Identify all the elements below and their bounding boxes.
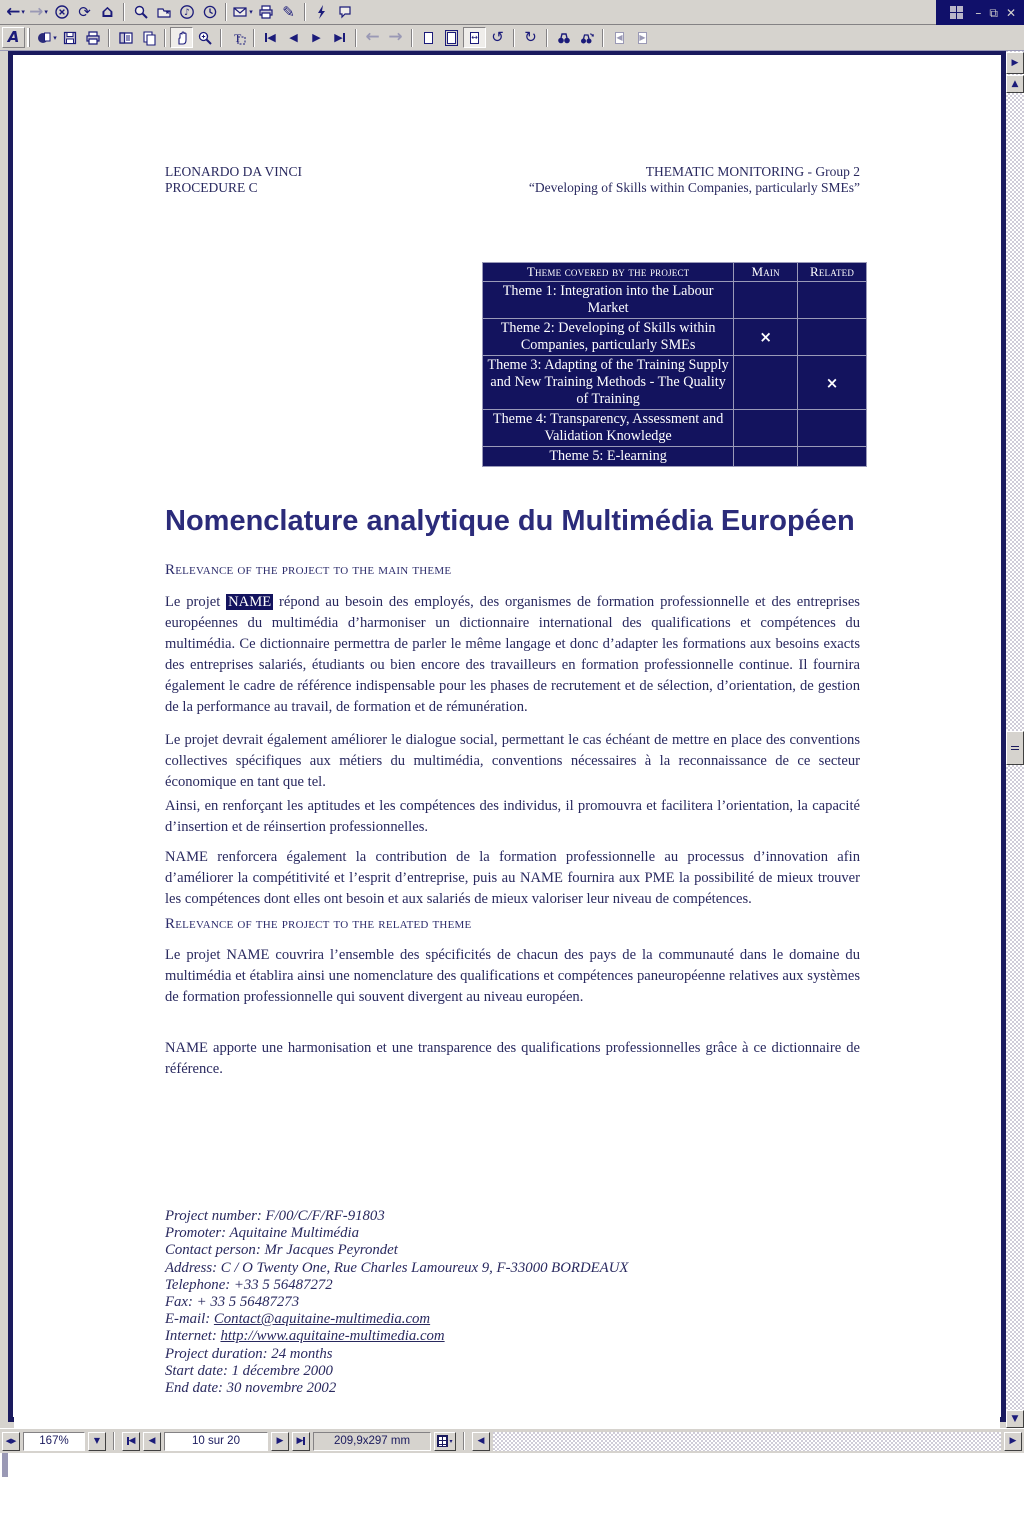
messenger-button[interactable] (310, 2, 333, 23)
print-icon (258, 4, 274, 20)
col-related: Related (798, 263, 867, 282)
previous-view-icon: ← (365, 27, 380, 47)
table-header-row (483, 263, 867, 282)
next-page-icon: ▶ (276, 1435, 284, 1446)
fax: Fax: + 33 5 56487273 (165, 1294, 300, 1311)
header-right: THEMATIC MONITORING - Group 2 “Developing of Skills within Companies, particularly SMEs” (528, 164, 860, 195)
previous-page-icon: ◀ (289, 31, 298, 44)
project-number: Project number: F/00/C/F/RF-91803 (165, 1208, 385, 1224)
col-main: Main (734, 263, 798, 282)
forward-button[interactable] (27, 2, 50, 23)
floppy-save-icon (62, 30, 78, 46)
toolbar-separator (355, 29, 357, 47)
back-dropdown-icon[interactable]: ▾ (21, 8, 25, 16)
end-date: End date: 30 novembre 2002 (165, 1380, 337, 1397)
first-page-icon: ◀ (128, 1435, 136, 1446)
save-copy-globe-icon (36, 30, 52, 46)
project-info (165, 1208, 885, 1397)
paragraph-2: Le projet devrait également améliorer le dialogue social, permettant le cas échéant de mettre en place des conventions collectives spécifiques aux métiers du multimédia, conventions nécessaires à la reconnaissance de ce secteur économique en tant que tel. (165, 732, 860, 790)
acrobat-logo-icon: A (7, 28, 20, 46)
history-clock-icon (202, 4, 218, 20)
page-title: Nomenclature analytique du Multimédia Européen (165, 505, 855, 537)
forward-icon: → (29, 1, 44, 22)
last-page-button[interactable] (328, 27, 351, 48)
address: Address: C / O Twenty One, Rue Charles Lamoureux 9, F-33000 BORDEAUX (165, 1259, 629, 1276)
toolbar-separator (546, 29, 548, 47)
search-icon (133, 4, 149, 20)
next-page-status-button[interactable] (271, 1432, 289, 1451)
last-page-icon: ▶ (296, 1435, 304, 1446)
toolbar-grip[interactable] (27, 28, 31, 47)
fit-in-window-button[interactable] (440, 27, 463, 48)
zoom-dropdown-button[interactable] (88, 1432, 106, 1451)
home-button[interactable] (96, 2, 119, 23)
email-link[interactable]: Contact@aquitaine-multimedia.com (213, 1311, 431, 1328)
splitter-toggle-button[interactable] (2, 1432, 20, 1451)
toolbar-separator (513, 29, 515, 47)
toolbar-separator (108, 29, 110, 47)
scrollbar-thumb[interactable] (1006, 731, 1024, 765)
save-copy-dropdown-icon[interactable]: ▾ (53, 33, 57, 42)
navigation-pane-icon (118, 30, 134, 46)
next-page-icon: ▶ (312, 31, 321, 44)
pane-splitter-handle[interactable] (2, 1449, 8, 1477)
previous-highlight-button[interactable] (608, 27, 631, 48)
toolbar-separator (123, 3, 125, 21)
pdf-toolbar (0, 25, 1024, 51)
toolbar-separator (304, 3, 306, 21)
print-document-button[interactable] (81, 27, 104, 48)
overflow-arrow-icon: ▶ (1011, 57, 1019, 68)
splitter-icon: ◀▶ (5, 1436, 17, 1445)
stop-icon (54, 4, 70, 20)
table-row: Theme 1: Integration into the Labour Market (483, 282, 867, 319)
edit-button[interactable] (277, 2, 300, 23)
scroll-right-button[interactable] (1004, 1432, 1022, 1451)
toolbar-separator (602, 29, 604, 47)
document-viewport (0, 51, 1006, 1428)
internet-line: Internet: http://www.aquitaine-multimedia.com (165, 1328, 445, 1345)
paragraph-3: Ainsi, en renforçant les aptitudes et les compétences des individus, il promouvra et facilitera l’orientation, la capacité d’insertion et de réinsertion professionnelles. (165, 798, 860, 835)
vertical-scrollbar[interactable] (1006, 51, 1024, 1428)
fit-width-button[interactable] (463, 27, 486, 48)
favorites-folder-star-icon (156, 4, 172, 20)
previous-page-status-button[interactable] (143, 1432, 161, 1451)
fit-in-window-icon (445, 30, 458, 46)
table-row: Theme 3: Adapting of the Training Supply and New Training Methods - The Quality of Training × (483, 356, 867, 410)
hand-tool-icon (174, 30, 190, 46)
next-view-button[interactable] (384, 27, 407, 48)
page-size-box: 209,9x297 mm (313, 1432, 431, 1451)
telephone: Telephone: +33 5 56487272 (165, 1276, 333, 1293)
promoter: Promoter: Aquitaine Multimédia (165, 1225, 359, 1242)
highlighted-name: NAME (228, 594, 272, 610)
mail-dropdown-icon[interactable]: ▾ (249, 8, 253, 16)
previous-highlight-icon: ◀ (616, 32, 623, 42)
previous-page-icon: ◀ (148, 1435, 156, 1446)
page-layout-icon (437, 1435, 448, 1447)
section-heading-related-theme: Relevance of the project to the related theme (165, 916, 472, 932)
paragraph-4: NAME renforcera également la contribution de la formation professionnelle au processus d’innovation afin d’améliorer la compétitivité et l’esprit d’entreprise, puis au NAME fournira aux PME la possibilité de mieux trouver les compétences dont elles ont besoin et aux salariés de mieux valoriser leur niveau de compétences. (165, 849, 860, 907)
next-page-button[interactable] (305, 27, 328, 48)
text-select-tool-button[interactable] (226, 27, 249, 48)
contact-person: Contact person: Mr Jacques Peyrondet (165, 1242, 398, 1259)
navigation-pane-button[interactable] (114, 27, 137, 48)
mail-button[interactable] (231, 2, 254, 23)
website-link[interactable]: http://www.aquitaine-multimedia.com (220, 1328, 445, 1345)
toolbar-separator (164, 29, 166, 47)
toolbar-separator (225, 3, 227, 21)
media-button[interactable] (175, 2, 198, 23)
mail-icon (232, 4, 248, 20)
first-page-button[interactable] (259, 27, 282, 48)
first-page-status-button[interactable] (122, 1432, 140, 1451)
rotate-cw-icon: ↻ (524, 28, 537, 46)
page-indicator-box[interactable]: 10 sur 20 (164, 1432, 268, 1451)
back-button[interactable] (4, 2, 27, 23)
copy-button[interactable] (137, 27, 160, 48)
media-icon (179, 4, 195, 20)
home-icon: ⌂ (101, 1, 114, 22)
next-highlight-icon: ▶ (639, 32, 646, 42)
toolbar-separator (411, 29, 413, 47)
table-row: Theme 5: E-learning (483, 447, 867, 467)
table-row: Theme 2: Developing of Skills within Companies, particularly SMEs × (483, 319, 867, 356)
discuss-button[interactable] (333, 2, 356, 23)
page-header (165, 164, 860, 196)
paragraph-6: NAME apporte une harmonisation et une transparence des qualifications professionnelles grâce à ce dictionnaire de référence. (165, 1040, 860, 1077)
hand-tool-button[interactable] (170, 27, 193, 48)
page-layout-dropdown-icon[interactable]: ▾ (449, 1437, 453, 1445)
copy-pages-icon (141, 30, 157, 46)
toolbar-separator (253, 29, 255, 47)
paragraph-5: Le projet NAME couvrira l’ensemble des spécificités de chacun des pays de la communauté dans le domaine du multimédia et établira ainsi une nomenclature des qualifications et compétences paneuropéenne relatives aux systèmes de formation professionnelle qui souvent divergent au niveau européen. (165, 947, 860, 1005)
print-icon (85, 30, 101, 46)
next-highlight-button[interactable] (631, 27, 654, 48)
previous-page-button[interactable] (282, 27, 305, 48)
print-button[interactable] (254, 2, 277, 23)
close-button[interactable]: ✕ (1005, 5, 1016, 20)
edit-pencil-icon: ✎ (282, 2, 295, 21)
last-page-icon: ▶ (334, 31, 343, 44)
toolbar-separator (220, 29, 222, 47)
save-copy-button[interactable] (35, 27, 58, 48)
scroll-up-icon: ▲ (1011, 78, 1019, 89)
paragraph-1: Le projet NAME répond au besoin des employés, des organismes de formation professionnelle et des entreprises européennes du multimédia d’harmoniser un dictionnaire international des qualifications et compétences du multimédia. Ce dictionnaire permettra de parler le même langage et donc d’adapter les formations aux besoins exacts des entreprises salariés, étudiants ou bien encore des travailleurs en formation professionnelle continue. Il fournira également le cadre de référence indispensable pour les phases de recrutement et de sélection, d’orientation, de gestion de la performance au travail, de formation et de rémunération. (165, 594, 860, 715)
speech-bubble-icon (337, 4, 353, 20)
acrobat-logo-button[interactable] (2, 27, 25, 48)
col-theme: Theme covered by the project (483, 263, 734, 282)
find-again-button[interactable] (575, 27, 598, 48)
previous-view-button[interactable] (361, 27, 384, 48)
restore-button[interactable]: ⧉ (989, 5, 998, 20)
status-bar (0, 1428, 1024, 1453)
toolbar-overflow-button[interactable] (1006, 52, 1024, 74)
statusbar-separator (113, 1432, 115, 1450)
refresh-icon: ⟳ (78, 2, 91, 21)
statusbar-separator (463, 1432, 465, 1450)
pdf-page (14, 106, 1000, 1472)
scroll-right-icon: ▶ (1009, 1435, 1017, 1446)
minimize-button[interactable]: – (975, 5, 982, 20)
zoom-in-tool-button[interactable] (193, 27, 216, 48)
zoom-dropdown-icon: ▼ (93, 1436, 101, 1445)
find-button[interactable] (552, 27, 575, 48)
scroll-left-button[interactable] (472, 1432, 490, 1451)
email-line: E-mail: Contact@aquitaine-multimedia.com (165, 1311, 431, 1328)
zoom-in-icon (197, 30, 213, 46)
fit-width-icon: ↔ (471, 32, 478, 42)
horizontal-scrollbar-track[interactable] (493, 1432, 1001, 1451)
actual-size-icon (424, 32, 433, 44)
page-layout-button[interactable] (434, 1432, 456, 1451)
refresh-button[interactable] (73, 2, 96, 23)
window-controls (936, 0, 1024, 25)
scroll-down-button[interactable] (1006, 1410, 1024, 1428)
zoom-level-box[interactable]: 167% (23, 1432, 85, 1451)
rotate-view-cw-button[interactable] (519, 27, 542, 48)
scroll-left-icon: ◀ (477, 1435, 485, 1446)
save-button[interactable] (58, 27, 81, 48)
theme-coverage-table (482, 262, 867, 467)
next-view-icon: → (388, 27, 403, 47)
rotate-view-ccw-button[interactable] (486, 27, 509, 48)
svg-text:T: T (233, 30, 241, 45)
binoculars-find-icon (556, 30, 572, 46)
actual-size-button[interactable] (417, 27, 440, 48)
stop-button[interactable] (50, 2, 73, 23)
binoculars-search-again-icon (579, 30, 595, 46)
forward-dropdown-icon[interactable]: ▾ (44, 8, 48, 16)
last-page-status-button[interactable] (292, 1432, 310, 1451)
text-select-icon (230, 30, 246, 46)
back-icon: ← (6, 1, 21, 22)
header-left: LEONARDO DA VINCI PROCEDURE C (165, 164, 302, 195)
start-date: Start date: 1 décembre 2000 (165, 1362, 333, 1379)
browser-toolbar (0, 0, 1024, 25)
search-button[interactable] (129, 2, 152, 23)
svg-text:♪: ♪ (183, 8, 190, 18)
section-heading-main-theme: Relevance of the project to the main theme (165, 562, 452, 578)
first-page-icon: ◀ (267, 31, 276, 44)
scroll-up-button[interactable] (1006, 75, 1024, 93)
scroll-down-icon: ▼ (1011, 1413, 1019, 1424)
table-row: Theme 4: Transparency, Assessment and Validation Knowledge (483, 410, 867, 447)
rotate-ccw-icon: ↺ (491, 28, 504, 46)
favorites-button[interactable] (152, 2, 175, 23)
history-button[interactable] (198, 2, 221, 23)
lightning-icon (314, 4, 330, 20)
windows-logo-icon (950, 6, 963, 19)
project-duration: Project duration: 24 months (165, 1345, 333, 1362)
